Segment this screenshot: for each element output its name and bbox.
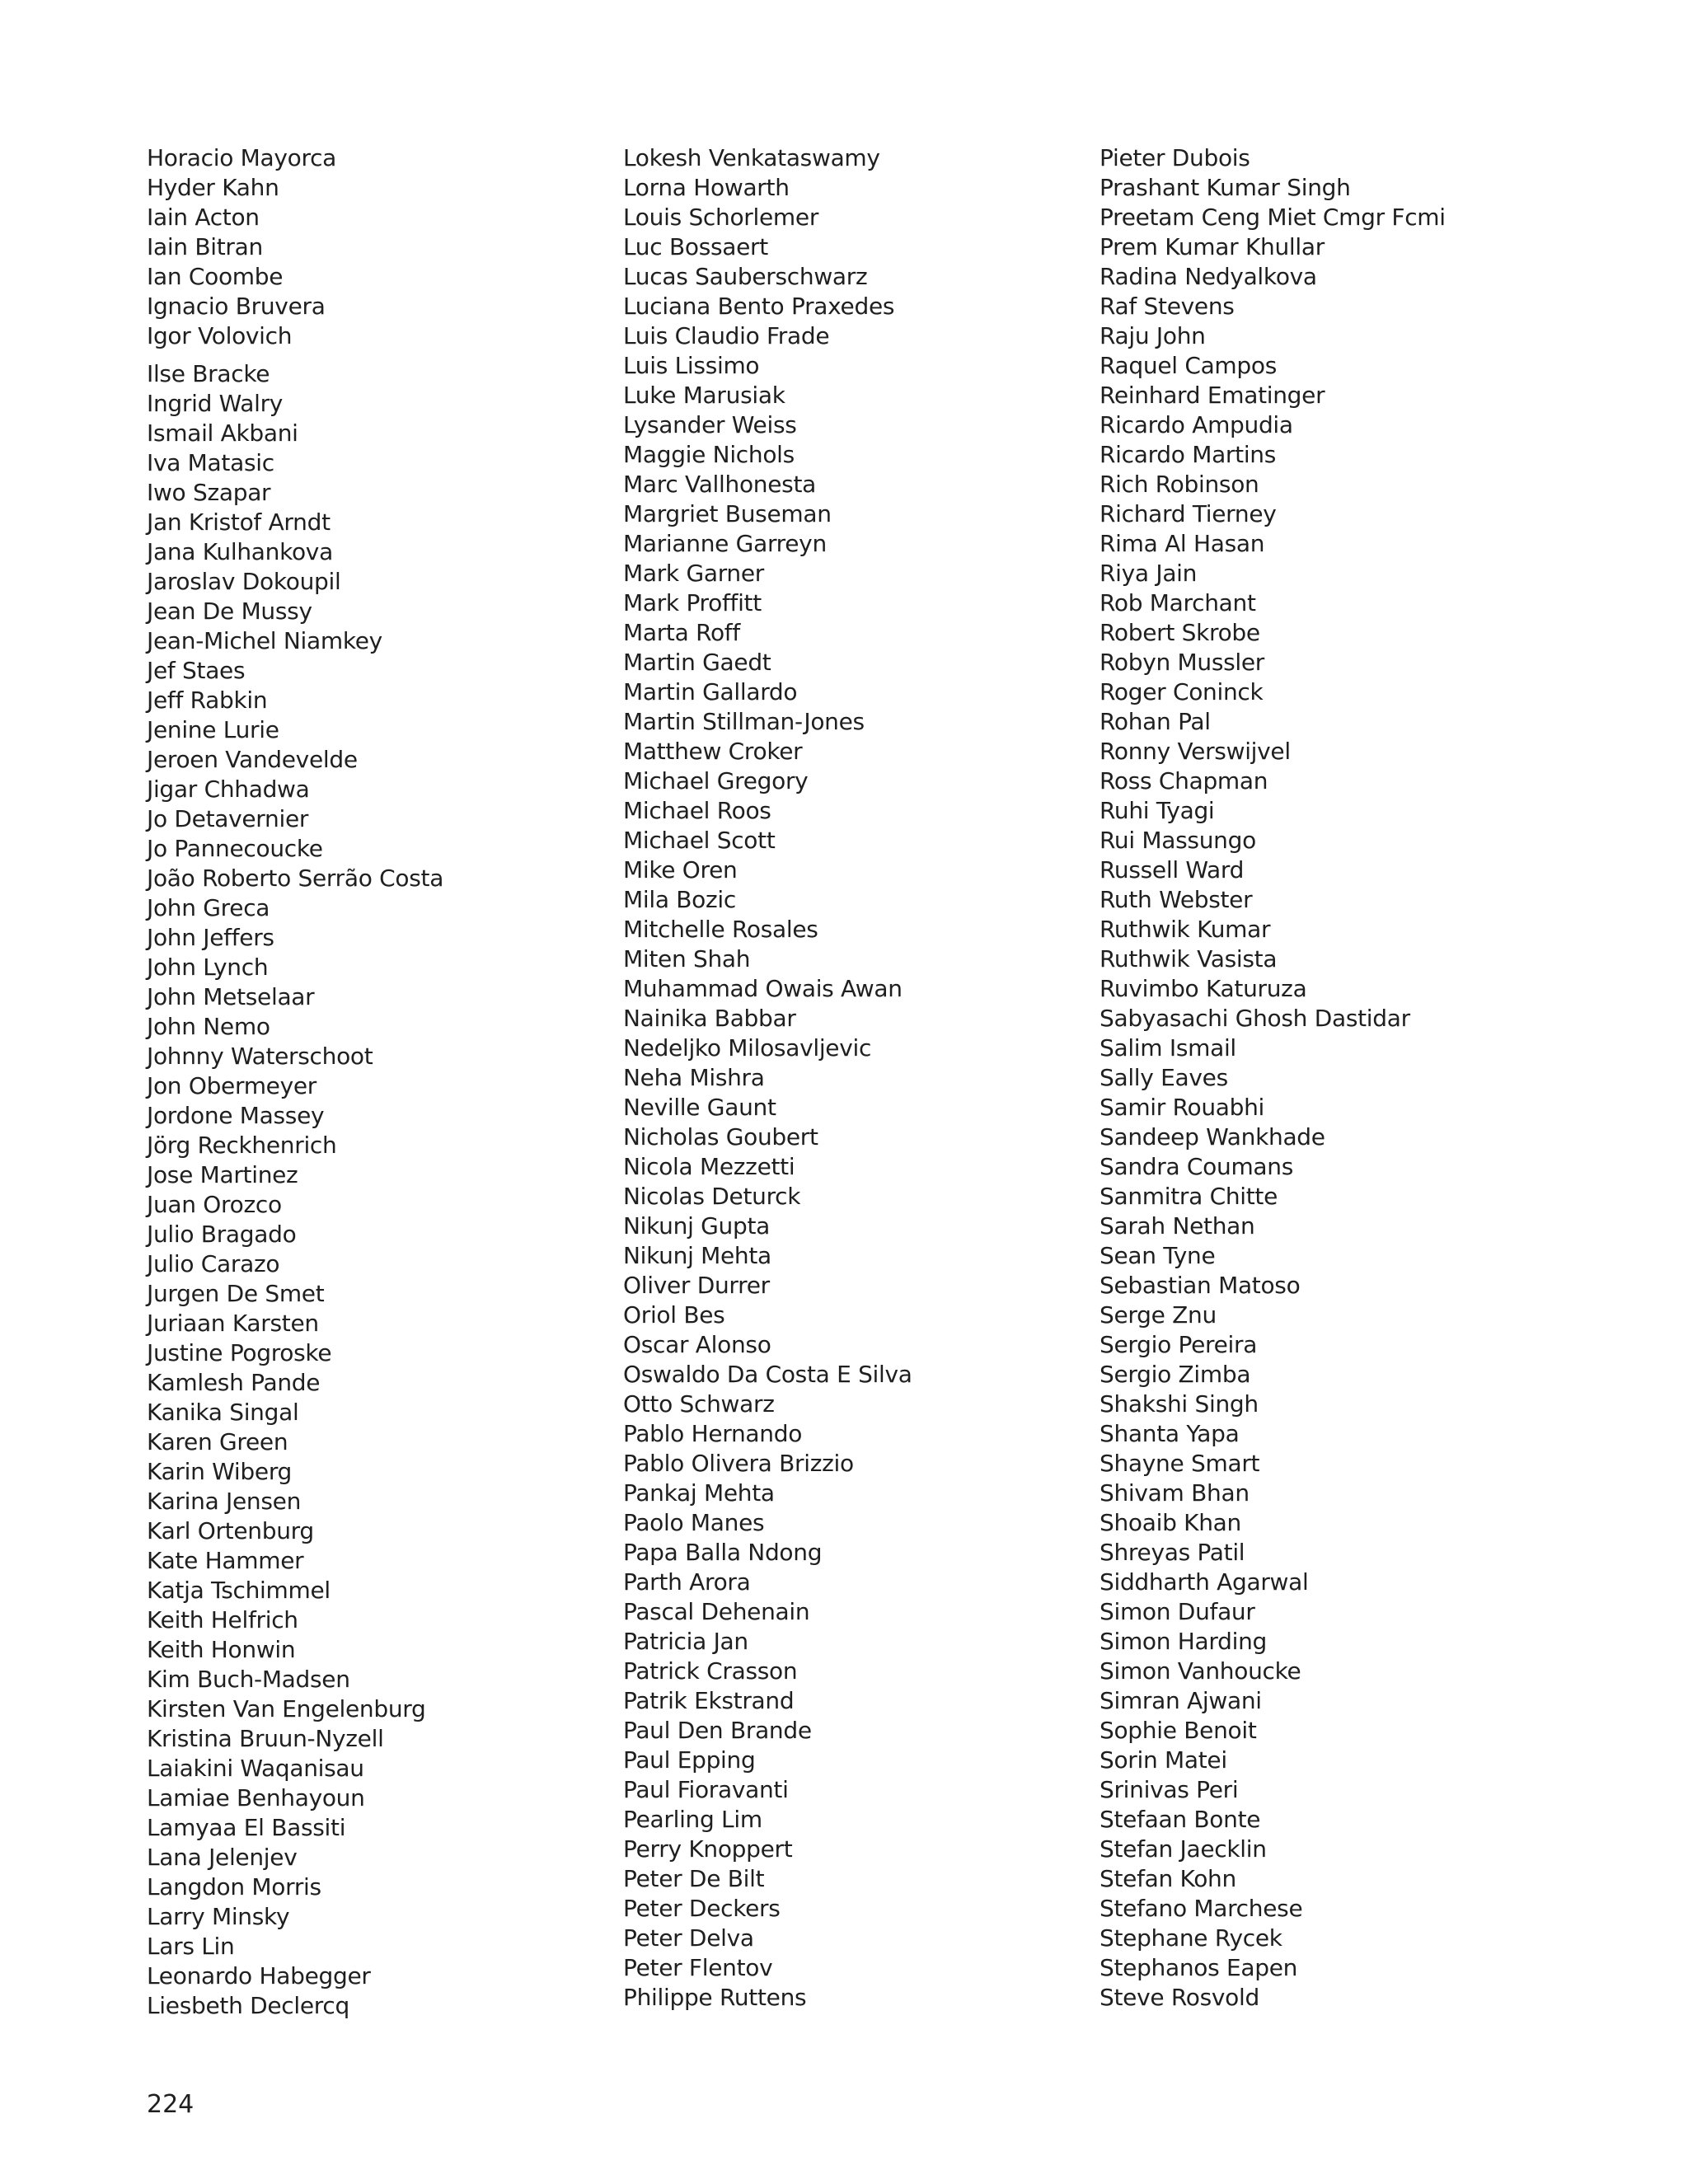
name-entry: Langdon Morris bbox=[147, 1873, 321, 1900]
name-entry: Raf Stevens bbox=[1100, 293, 1235, 320]
name-entry: Sarah Nethan bbox=[1100, 1212, 1255, 1240]
name-entry: Julio Bragado bbox=[147, 1221, 297, 1248]
name-entry: Ignacio Bruvera bbox=[147, 293, 326, 320]
name-entry: Sophie Benoit bbox=[1100, 1717, 1257, 1744]
name-entry: Prashant Kumar Singh bbox=[1100, 174, 1351, 201]
name-entry: Sally Eaves bbox=[1100, 1064, 1228, 1091]
name-entry: Peter Flentov bbox=[623, 1954, 773, 1981]
name-entry: Samir Rouabhi bbox=[1100, 1094, 1265, 1121]
name-entry: Stephane Rycek bbox=[1100, 1924, 1282, 1952]
page-number: 224 bbox=[147, 2090, 195, 2119]
name-entry: Jigar Chhadwa bbox=[147, 776, 310, 803]
name-entry: Lars Lin bbox=[147, 1933, 235, 1960]
name-entry: Iwo Szapar bbox=[147, 479, 271, 506]
name-entry: Sergio Zimba bbox=[1100, 1361, 1251, 1388]
name-entry: Muhammad Owais Awan bbox=[623, 975, 903, 1002]
name-entry: Perry Knoppert bbox=[623, 1835, 793, 1863]
name-entry: Pablo Olivera Brizzio bbox=[623, 1450, 854, 1477]
name-entry: Kim Buch-Madsen bbox=[147, 1666, 350, 1693]
name-entry: Raquel Campos bbox=[1100, 352, 1278, 379]
name-entry: Mark Garner bbox=[623, 560, 765, 587]
name-entry: Sergio Pereira bbox=[1100, 1331, 1258, 1358]
name-entry: Preetam Ceng Miet Cmgr Fcmi bbox=[1100, 204, 1446, 231]
name-entry: Shakshi Singh bbox=[1100, 1390, 1259, 1418]
name-entry: Louis Schorlemer bbox=[623, 204, 819, 231]
name-entry: Radina Nedyalkova bbox=[1100, 263, 1317, 290]
name-entry: Ian Coombe bbox=[147, 263, 284, 290]
name-entry: Paul Fioravanti bbox=[623, 1776, 789, 1803]
name-entry: Shoaib Khan bbox=[1100, 1509, 1241, 1536]
name-entry: Richard Tierney bbox=[1100, 500, 1277, 527]
name-entry: Ronny Verswijvel bbox=[1100, 738, 1291, 765]
name-entry: Pablo Hernando bbox=[623, 1420, 803, 1447]
name-column-1 bbox=[147, 143, 625, 2021]
name-entry: Larry Minsky bbox=[147, 1903, 290, 1930]
name-entry: Kirsten Van Engelenburg bbox=[147, 1695, 426, 1722]
name-entry: Luciana Bento Praxedes bbox=[623, 293, 895, 320]
name-entry: Ricardo Martins bbox=[1100, 441, 1277, 468]
name-entry: Lucas Sauberschwarz bbox=[623, 263, 868, 290]
name-entry: Sebastian Matoso bbox=[1100, 1272, 1301, 1299]
name-entry: Parth Arora bbox=[623, 1568, 751, 1596]
name-entry: Patrick Crasson bbox=[623, 1657, 798, 1685]
name-entry: Matthew Croker bbox=[623, 738, 803, 765]
name-entry: Ruvimbo Katuruza bbox=[1100, 975, 1307, 1002]
name-entry: Otto Schwarz bbox=[623, 1390, 775, 1418]
name-entry: Paul Den Brande bbox=[623, 1717, 812, 1744]
name-entry: Laiakini Waqanisau bbox=[147, 1755, 364, 1782]
name-entry: Marta Roff bbox=[623, 619, 740, 646]
name-entry: Sandeep Wankhade bbox=[1100, 1123, 1325, 1151]
name-entry: Ruthwik Kumar bbox=[1100, 916, 1271, 943]
name-entry: Siddharth Agarwal bbox=[1100, 1568, 1309, 1596]
name-entry: Ruthwik Vasista bbox=[1100, 945, 1278, 972]
name-entry: Pearling Lim bbox=[623, 1806, 762, 1833]
name-entry: Sean Tyne bbox=[1100, 1242, 1216, 1269]
name-entry: Roger Coninck bbox=[1100, 678, 1264, 705]
name-entry: Shivam Bhan bbox=[1100, 1479, 1250, 1507]
name-entry: Jo Detavernier bbox=[147, 805, 309, 832]
name-entry: Jo Pannecoucke bbox=[147, 835, 323, 862]
name-entry: Simon Dufaur bbox=[1100, 1598, 1255, 1625]
name-entry: Luke Marusiak bbox=[623, 382, 785, 409]
name-entry: Jaroslav Dokoupil bbox=[147, 568, 341, 595]
name-entry: Peter Delva bbox=[623, 1924, 754, 1952]
name-entry: Jeroen Vandevelde bbox=[147, 746, 358, 773]
name-entry: Igor Volovich bbox=[147, 322, 293, 349]
name-entry: Rui Massungo bbox=[1100, 827, 1256, 854]
name-entry: Michael Roos bbox=[623, 797, 771, 824]
name-entry: Sandra Coumans bbox=[1100, 1153, 1294, 1180]
name-entry: Stefan Kohn bbox=[1100, 1865, 1236, 1892]
name-entry: Prem Kumar Khullar bbox=[1100, 233, 1325, 260]
name-entry: Michael Scott bbox=[623, 827, 776, 854]
name-entry: Stefaan Bonte bbox=[1100, 1806, 1261, 1833]
name-entry: Jörg Reckhenrich bbox=[147, 1132, 337, 1159]
name-entry: Luc Bossaert bbox=[623, 233, 768, 260]
name-entry: Paul Epping bbox=[623, 1746, 756, 1774]
name-entry: Patricia Jan bbox=[623, 1628, 748, 1655]
name-entry: Iain Bitran bbox=[147, 233, 263, 260]
name-column-3 bbox=[1100, 143, 1578, 2013]
name-entry: Karen Green bbox=[147, 1428, 288, 1455]
name-entry: Serge Znu bbox=[1100, 1301, 1217, 1329]
name-entry: Sorin Matei bbox=[1100, 1746, 1227, 1774]
name-entry: Salim Ismail bbox=[1100, 1034, 1236, 1062]
name-entry: John Greca bbox=[147, 894, 270, 921]
name-entry: Iain Acton bbox=[147, 204, 260, 231]
name-entry: Stephanos Eapen bbox=[1100, 1954, 1298, 1981]
name-entry: Rima Al Hasan bbox=[1100, 530, 1265, 557]
name-entry: Jean-Michel Niamkey bbox=[147, 627, 382, 654]
name-entry: Patrik Ekstrand bbox=[623, 1687, 795, 1714]
name-entry: Jordone Massey bbox=[147, 1102, 325, 1129]
name-entry: Juriaan Karsten bbox=[147, 1310, 319, 1337]
name-entry: Ross Chapman bbox=[1100, 767, 1268, 794]
name-entry: Jean De Mussy bbox=[147, 598, 312, 625]
name-entry: Robert Skrobe bbox=[1100, 619, 1260, 646]
name-entry: John Lynch bbox=[147, 954, 269, 981]
name-entry: Lana Jelenjev bbox=[147, 1844, 298, 1871]
name-entry: Ruhi Tyagi bbox=[1100, 797, 1215, 824]
name-entry: Papa Balla Ndong bbox=[623, 1539, 823, 1566]
name-entry: Reinhard Ematinger bbox=[1100, 382, 1325, 409]
name-entry: Hyder Kahn bbox=[147, 174, 279, 201]
name-entry: Mitchelle Rosales bbox=[623, 916, 818, 943]
name-entry: Kamlesh Pande bbox=[147, 1369, 321, 1396]
name-entry: Shreyas Patil bbox=[1100, 1539, 1245, 1566]
name-entry: Oliver Durrer bbox=[623, 1272, 770, 1299]
name-entry: Ruth Webster bbox=[1100, 886, 1253, 913]
name-entry: Nicholas Goubert bbox=[623, 1123, 818, 1151]
name-entry: Johnny Waterschoot bbox=[147, 1043, 373, 1070]
name-entry: Marianne Garreyn bbox=[623, 530, 827, 557]
name-entry: John Jeffers bbox=[147, 924, 274, 951]
name-entry: Kanika Singal bbox=[147, 1399, 299, 1426]
name-entry: Robyn Mussler bbox=[1100, 649, 1265, 676]
name-entry: Simon Harding bbox=[1100, 1628, 1268, 1655]
name-entry: Lamiae Benhayoun bbox=[147, 1784, 365, 1811]
name-entry: Iva Matasic bbox=[147, 449, 274, 476]
name-entry: Nicola Mezzetti bbox=[623, 1153, 795, 1180]
name-entry: Simran Ajwani bbox=[1100, 1687, 1262, 1714]
name-entry: Nainika Babbar bbox=[623, 1005, 796, 1032]
name-entry: Martin Gallardo bbox=[623, 678, 798, 705]
name-entry: John Metselaar bbox=[147, 983, 315, 1010]
name-entry: Neville Gaunt bbox=[623, 1094, 776, 1121]
name-entry: Lamyaa El Bassiti bbox=[147, 1814, 346, 1841]
name-entry: Leonardo Habegger bbox=[147, 1962, 371, 1990]
name-entry: Jose Martinez bbox=[147, 1161, 298, 1188]
name-entry: Sanmitra Chitte bbox=[1100, 1183, 1278, 1210]
name-entry: Riya Jain bbox=[1100, 560, 1198, 587]
name-entry: Russell Ward bbox=[1100, 856, 1245, 883]
name-entry: João Roberto Serrão Costa bbox=[147, 865, 444, 892]
name-entry: Jon Obermeyer bbox=[147, 1072, 317, 1099]
name-entry: Philippe Ruttens bbox=[623, 1984, 807, 2011]
name-entry: Justine Pogroske bbox=[147, 1339, 332, 1366]
name-entry: Keith Honwin bbox=[147, 1636, 296, 1663]
name-entry: Mike Oren bbox=[623, 856, 738, 883]
name-entry: Martin Stillman-Jones bbox=[623, 708, 865, 735]
name-entry: Peter De Bilt bbox=[623, 1865, 765, 1892]
name-entry: Oscar Alonso bbox=[623, 1331, 771, 1358]
name-entry: Steve Rosvold bbox=[1100, 1984, 1259, 2011]
name-entry: Marc Vallhonesta bbox=[623, 471, 816, 498]
name-entry: Martin Gaedt bbox=[623, 649, 771, 676]
name-entry: Pascal Dehenain bbox=[623, 1598, 810, 1625]
name-entry: Miten Shah bbox=[623, 945, 751, 972]
name-entry: Jef Staes bbox=[147, 657, 246, 684]
name-entry: Lorna Howarth bbox=[623, 174, 790, 201]
name-entry: Ilse Bracke bbox=[147, 360, 270, 387]
name-entry: Margriet Buseman bbox=[623, 500, 832, 527]
name-entry: Mark Proffitt bbox=[623, 589, 762, 616]
name-entry: Mila Bozic bbox=[623, 886, 736, 913]
name-entry: Ricardo Ampudia bbox=[1100, 411, 1293, 438]
name-entry: Srinivas Peri bbox=[1100, 1776, 1239, 1803]
name-entry: Oswaldo Da Costa E Silva bbox=[623, 1361, 912, 1388]
name-entry: Sabyasachi Ghosh Dastidar bbox=[1100, 1005, 1410, 1032]
name-column-2 bbox=[623, 143, 1101, 2013]
name-entry: Karin Wiberg bbox=[147, 1458, 293, 1485]
name-entry: Karl Ortenburg bbox=[147, 1517, 314, 1544]
name-entry: Oriol Bes bbox=[623, 1301, 725, 1329]
name-entry: Kristina Bruun-Nyzell bbox=[147, 1725, 384, 1752]
name-entry: Nicolas Deturck bbox=[623, 1183, 801, 1210]
name-entry: Nedeljko Milosavljevic bbox=[623, 1034, 872, 1062]
name-entry: Julio Carazo bbox=[147, 1250, 280, 1277]
name-entry: Michael Gregory bbox=[623, 767, 809, 794]
name-entry: Nikunj Gupta bbox=[623, 1212, 771, 1240]
name-entry: Lokesh Venkataswamy bbox=[623, 144, 880, 171]
name-entry: Luis Lissimo bbox=[623, 352, 760, 379]
name-entry: Jurgen De Smet bbox=[147, 1280, 325, 1307]
name-entry: Shanta Yapa bbox=[1100, 1420, 1240, 1447]
name-entry: Jan Kristof Arndt bbox=[147, 509, 331, 536]
name-entry: Pieter Dubois bbox=[1100, 144, 1250, 171]
name-entry: Stefano Marchese bbox=[1100, 1895, 1303, 1922]
name-entry: Rob Marchant bbox=[1100, 589, 1256, 616]
name-entry: Luis Claudio Frade bbox=[623, 322, 830, 349]
name-entry: Ismail Akbani bbox=[147, 419, 298, 447]
name-entry: Pankaj Mehta bbox=[623, 1479, 775, 1507]
name-entry: Neha Mishra bbox=[623, 1064, 765, 1091]
name-entry: Jana Kulhankova bbox=[147, 538, 333, 565]
name-entry: Ingrid Walry bbox=[147, 390, 284, 417]
name-entry: Jeff Rabkin bbox=[147, 687, 268, 714]
name-entry: Keith Helfrich bbox=[147, 1606, 298, 1633]
name-entry: Katja Tschimmel bbox=[147, 1577, 331, 1604]
name-entry: Kate Hammer bbox=[147, 1547, 304, 1574]
name-entry: Juan Orozco bbox=[147, 1191, 282, 1218]
name-entry: Nikunj Mehta bbox=[623, 1242, 771, 1269]
name-entry: Rohan Pal bbox=[1100, 708, 1211, 735]
name-entry: Maggie Nichols bbox=[623, 441, 795, 468]
name-entry: Simon Vanhoucke bbox=[1100, 1657, 1301, 1685]
name-entry: Stefan Jaecklin bbox=[1100, 1835, 1267, 1863]
name-entry: Lysander Weiss bbox=[623, 411, 797, 438]
name-entry: Rich Robinson bbox=[1100, 471, 1259, 498]
name-entry: Peter Deckers bbox=[623, 1895, 781, 1922]
name-entry: Karina Jensen bbox=[147, 1488, 302, 1515]
name-entry: Jenine Lurie bbox=[147, 716, 279, 743]
name-entry: John Nemo bbox=[147, 1013, 270, 1040]
name-entry: Paolo Manes bbox=[623, 1509, 765, 1536]
name-entry: Horacio Mayorca bbox=[147, 144, 337, 171]
name-entry: Liesbeth Declercq bbox=[147, 1992, 349, 2019]
name-entry: Shayne Smart bbox=[1100, 1450, 1260, 1477]
name-entry: Raju John bbox=[1100, 322, 1206, 349]
